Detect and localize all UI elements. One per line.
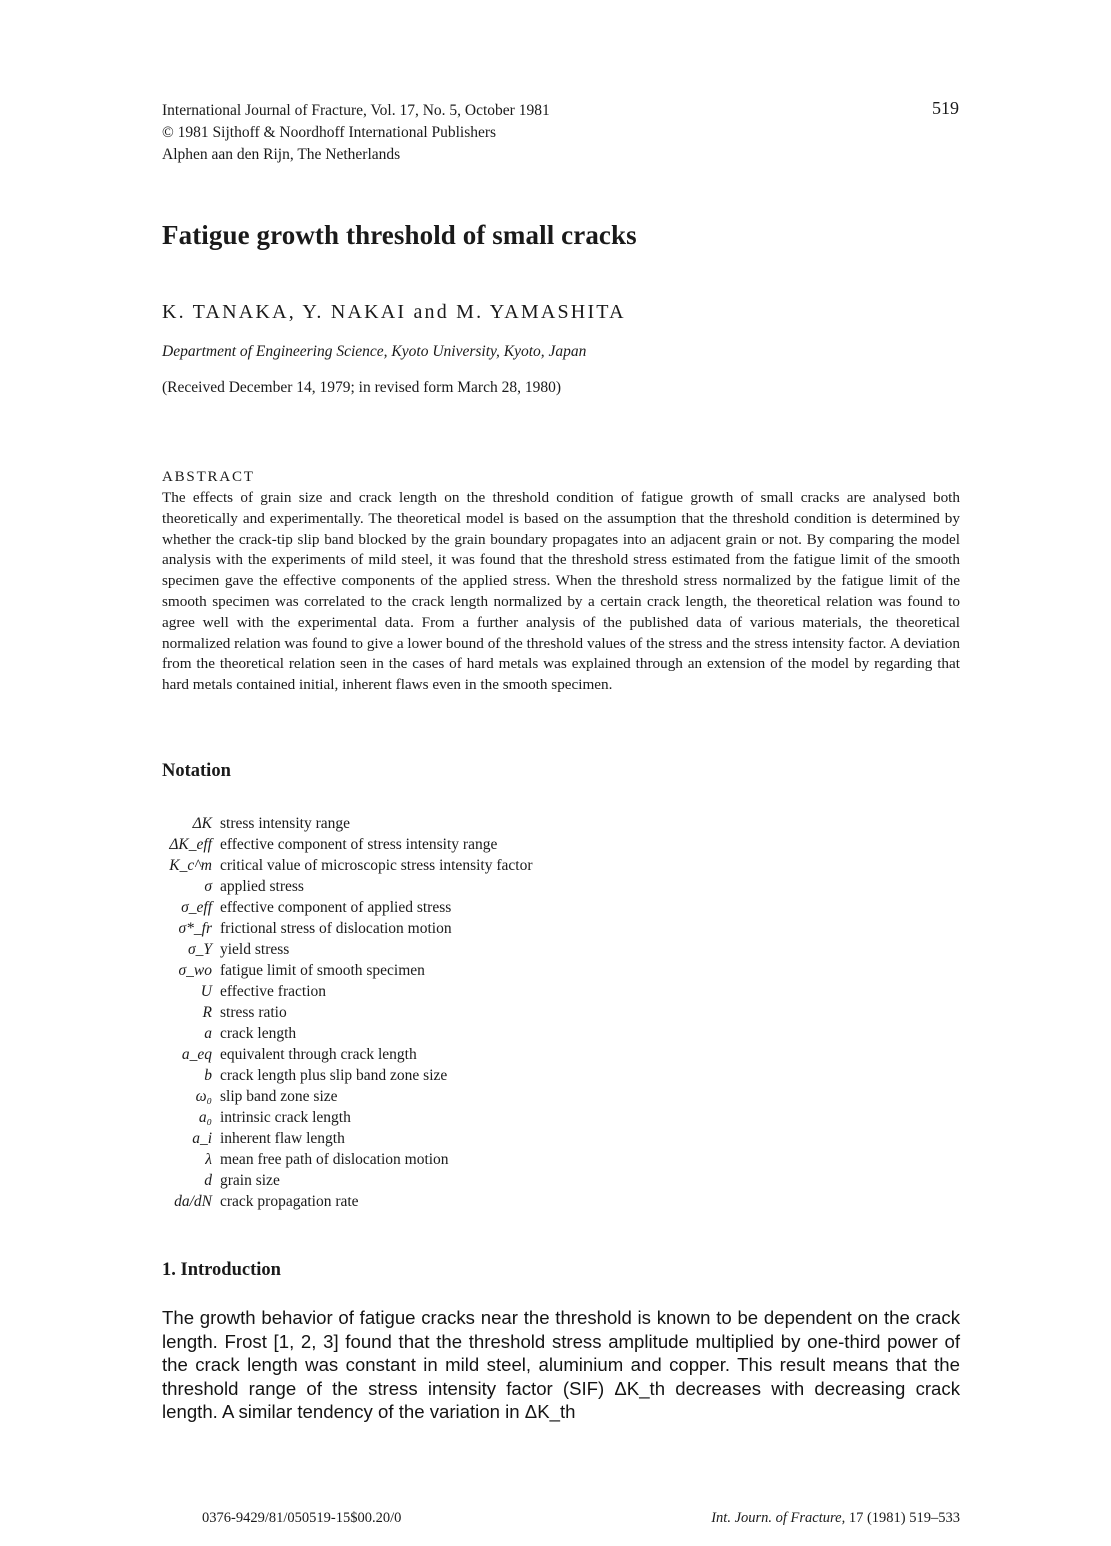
journal-line: International Journal of Fracture, Vol. 17, No. 5, October 1981	[162, 102, 550, 119]
notation-definition: mean free path of dislocation motion	[220, 1151, 449, 1168]
notation-definition: crack length plus slip band zone size	[220, 1067, 448, 1084]
notation-row	[150, 1044, 532, 1065]
notation-row	[150, 897, 532, 918]
notation-row	[150, 1170, 532, 1191]
citation-range: 17 (1981) 519–533	[848, 1510, 960, 1526]
notation-definition: frictional stress of dislocation motion	[220, 920, 452, 937]
notation-definition: inherent flaw length	[220, 1130, 345, 1147]
notation-definition: grain size	[220, 1172, 280, 1189]
notation-definition: crack length	[220, 1025, 297, 1042]
notation-row	[150, 813, 532, 834]
notation-symbol: σ_eff	[181, 899, 212, 916]
journal-abbrev: Int. Journ. of Fracture,	[711, 1510, 846, 1526]
notation-definition: yield stress	[220, 941, 290, 958]
notation-row	[150, 876, 532, 897]
notation-symbol: σ	[204, 878, 212, 895]
notation-row	[150, 918, 532, 939]
notation-row	[150, 981, 532, 1002]
introduction-text: The growth behavior of fatigue cracks near the threshold is known to be dependent on the crack length. Frost [1, 2, 3] found that the threshold stress amplitude multiplied by one-third power of the crack length was constant in mild steel, aluminium and copper. This result means that the threshold range of the stress intensity factor (SIF) ΔK_th decreases with decreasing crack length. A similar tendency of the variation in ΔK_th	[162, 1307, 960, 1423]
notation-row	[150, 960, 532, 981]
notation-definition: effective component of stress intensity range	[220, 836, 498, 853]
notation-list	[150, 813, 532, 1212]
notation-symbol: λ	[205, 1151, 212, 1168]
journal-citation	[711, 1510, 960, 1527]
notation-row	[150, 1128, 532, 1149]
notation-definition: applied stress	[220, 878, 304, 895]
notation-definition: crack propagation rate	[220, 1193, 359, 1210]
notation-symbol: σ*_fr	[178, 920, 212, 937]
notation-row	[150, 939, 532, 960]
notation-symbol: da/dN	[174, 1193, 212, 1210]
notation-symbol: U	[200, 983, 212, 1000]
notation-symbol: b	[204, 1067, 212, 1084]
notation-row	[150, 1002, 532, 1023]
notation-row	[150, 1107, 532, 1128]
notation-definition: effective component of applied stress	[220, 899, 452, 916]
notation-symbol: ω₀	[195, 1088, 212, 1105]
notation-row	[150, 834, 532, 855]
notation-definition: stress ratio	[220, 1004, 287, 1021]
notation-symbol: d	[204, 1172, 212, 1189]
notation-symbol: a₀	[198, 1109, 212, 1126]
notation-symbol: ΔK	[192, 815, 212, 832]
copyright-line: © 1981 Sijthoff & Noordhoff International Publishers	[162, 124, 497, 141]
notation-row	[150, 1086, 532, 1107]
notation-symbol: ΔK_eff	[169, 836, 212, 853]
page-number: 519	[932, 98, 959, 118]
notation-row	[150, 1191, 532, 1212]
notation-row	[150, 1023, 532, 1044]
notation-symbol: a	[204, 1025, 212, 1042]
notation-symbol: a_eq	[181, 1046, 212, 1063]
notation-definition: equivalent through crack length	[220, 1046, 417, 1063]
received-dates: (Received December 14, 1979; in revised form March 28, 1980)	[162, 379, 561, 396]
abstract-text: The effects of grain size and crack length on the threshold condition of fatigue growth of small cracks are analysed both theoretically and experimentally. The theoretical model is based on the assumption that the threshold condition is determined by whether the crack-tip slip band blocked by the grain boundary propagates into an adjacent grain or not. By comparing the model analysis with the experiments of mild steel, it was found that the threshold stress estimated from the fatigue limit of the smooth specimen gave the effective components of the applied stress. When the threshold stress normalized by the fatigue limit of the smooth specimen was correlated to the crack length normalized by a certain crack length, the theoretical relation was found to agree well with the experimental data. From a further analysis of the published data of various materials, the theoretical normalized relation was found to give a lower bound of the threshold values of the stress and the stress intensity factor. A deviation from the theoretical relation seen in the cases of hard metals was explained through an extension of the model by regarding that hard metals contained initial, inherent flaws even in the smooth specimen.	[162, 489, 960, 694]
abstract-heading: ABSTRACT	[162, 469, 255, 485]
notation-symbol: σ_Y	[187, 941, 212, 958]
notation-definition: stress intensity range	[220, 815, 351, 832]
journal-header	[162, 100, 550, 166]
notation-symbol: K_c^m	[169, 857, 212, 874]
notation-definition: critical value of microscopic stress intensity factor	[220, 857, 533, 874]
notation-symbol: a_i	[192, 1130, 212, 1147]
notation-row	[150, 1149, 532, 1170]
article-code: 0376-9429/81/050519-15$00.20/0	[202, 1510, 402, 1526]
affiliation: Department of Engineering Science, Kyoto University, Kyoto, Japan	[162, 343, 587, 360]
paper-title: Fatigue growth threshold of small cracks	[162, 220, 637, 250]
notation-definition: effective fraction	[220, 983, 326, 1000]
notation-definition: fatigue limit of smooth specimen	[220, 962, 425, 979]
notation-symbol: σ_wo	[178, 962, 212, 979]
publisher-location: Alphen aan den Rijn, The Netherlands	[162, 146, 401, 163]
notation-row	[150, 1065, 532, 1086]
notation-row	[150, 855, 532, 876]
notation-definition: intrinsic crack length	[220, 1109, 351, 1126]
author-list: K. TANAKA, Y. NAKAI and M. YAMASHITA	[162, 301, 626, 323]
notation-heading: Notation	[162, 761, 231, 781]
notation-definition: slip band zone size	[220, 1088, 338, 1105]
notation-symbol: R	[202, 1004, 212, 1021]
section-heading-introduction: 1. Introduction	[162, 1260, 281, 1280]
